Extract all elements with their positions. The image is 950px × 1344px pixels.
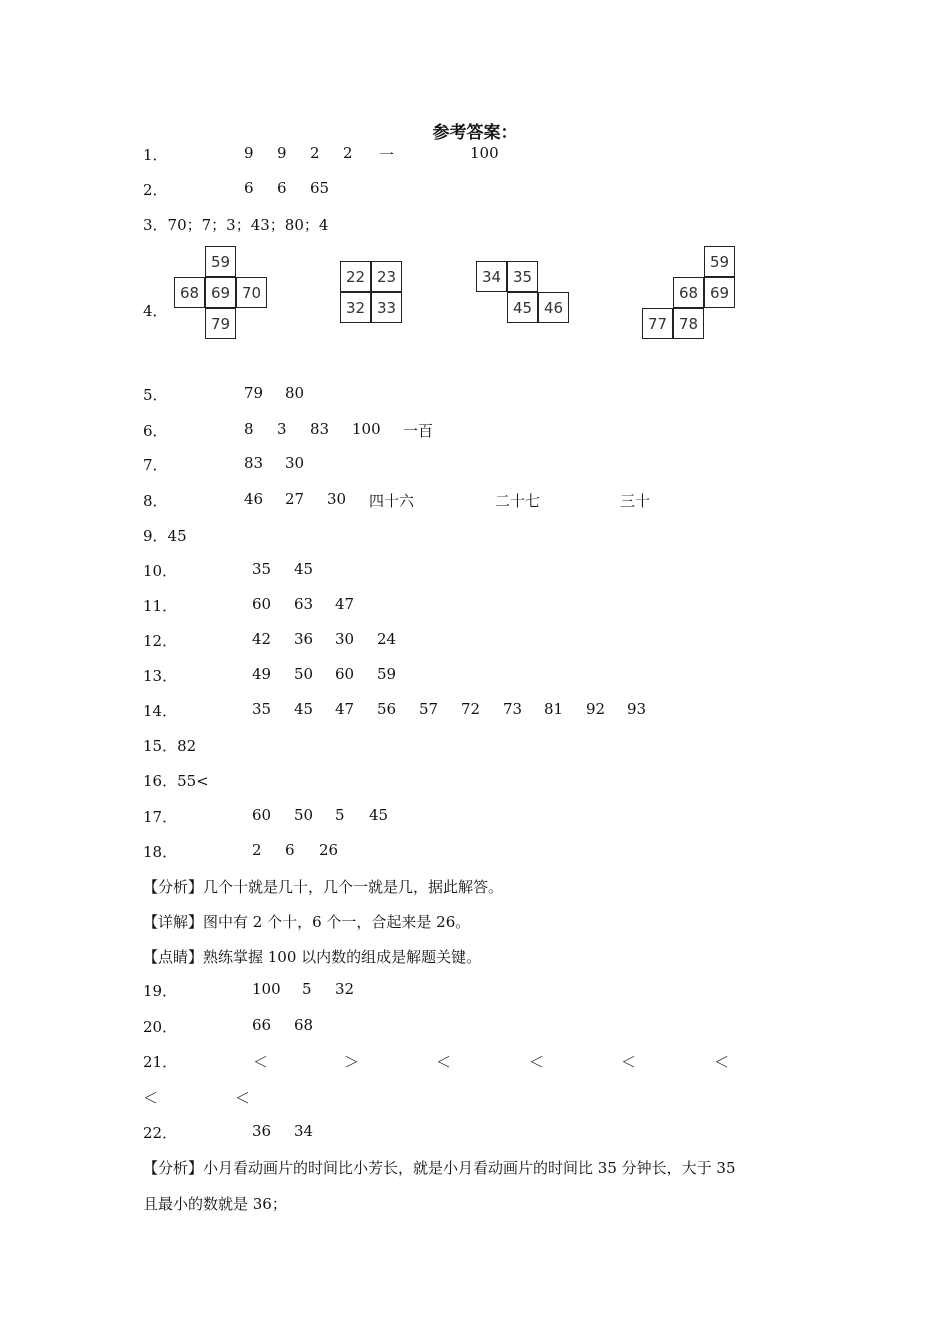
answer-value: 5 <box>335 806 345 824</box>
grid-cell: 23 <box>371 261 402 292</box>
grid-cell: 68 <box>673 277 704 308</box>
answer-value: 50 <box>294 806 314 824</box>
answer-number: 20． <box>143 1018 178 1036</box>
answer-value: 60 <box>252 595 272 613</box>
answer-value: ＜ <box>621 1053 637 1071</box>
answer-value: 9 <box>277 144 287 162</box>
q18-analysis: 【分析】几个十就是几十，几个一就是几，据此解答。 <box>143 878 504 896</box>
answer-value: ＞ <box>344 1053 360 1071</box>
grid-cell: 22 <box>340 261 371 292</box>
answer-value: ＜ <box>143 1089 159 1107</box>
answer-value: 8 <box>244 420 254 438</box>
answer-text: 9．45 <box>143 527 187 545</box>
answer-value: 93 <box>627 700 647 718</box>
grid-cell: 33 <box>371 292 402 323</box>
grid-cell: 59 <box>704 246 735 277</box>
grid-cell: 34 <box>476 261 507 292</box>
answer-value: ＜ <box>235 1089 251 1107</box>
answer-value: 47 <box>335 700 355 718</box>
answer-value: 2 <box>252 841 262 859</box>
grid-cell: 77 <box>642 308 673 339</box>
answer-value: 35 <box>252 700 272 718</box>
answer-number: 17． <box>143 808 178 826</box>
answer-value: 27 <box>285 490 305 508</box>
answer-value: 30 <box>335 630 355 648</box>
answer-number: 8． <box>143 492 168 510</box>
answer-value: 50 <box>294 665 314 683</box>
answer-number: 6． <box>143 422 168 440</box>
answer-value: ＜ <box>714 1053 730 1071</box>
answer-text: 3．70；7；3；43；80；4 <box>143 216 329 234</box>
grid-cell: 78 <box>673 308 704 339</box>
answer-value: 30 <box>285 454 305 472</box>
answer-value: 9 <box>244 144 254 162</box>
answer-value: 79 <box>244 384 264 402</box>
answer-value: 100 <box>352 420 381 438</box>
answer-value: 47 <box>335 595 355 613</box>
page-title: 参考答案： <box>432 123 518 143</box>
answer-value: ＜ <box>253 1053 269 1071</box>
answer-value: 三十 <box>620 492 651 510</box>
answer-value: 45 <box>294 560 314 578</box>
answer-value: 68 <box>294 1016 314 1034</box>
answer-value: 32 <box>335 980 355 998</box>
answer-number: 7． <box>143 456 168 474</box>
answer-number: 1． <box>143 146 168 164</box>
answer-value: 5 <box>302 980 312 998</box>
grid-cell: 68 <box>174 277 205 308</box>
answer-number: 22． <box>143 1124 178 1142</box>
answer-value: 100 <box>252 980 281 998</box>
answer-number: 18． <box>143 843 178 861</box>
answer-value: 45 <box>369 806 389 824</box>
answer-text: 16．55< <box>143 772 209 790</box>
answer-value: 2 <box>343 144 353 162</box>
answer-value: 92 <box>586 700 606 718</box>
answer-number: 5． <box>143 386 168 404</box>
q22-analysis: 【分析】小月看动画片的时间比小芳长，就是小月看动画片的时间比 35 分钟长，大于 35 <box>143 1159 736 1177</box>
answer-value: 35 <box>252 560 272 578</box>
answer-value: 60 <box>335 665 355 683</box>
answer-number: 13． <box>143 667 178 685</box>
answer-number: 14． <box>143 702 178 720</box>
answer-value: 60 <box>252 806 272 824</box>
answer-value: 73 <box>503 700 523 718</box>
answer-value: 42 <box>252 630 272 648</box>
answer-value: 26 <box>319 841 339 859</box>
answer-value: 83 <box>244 454 264 472</box>
answer-number: 19． <box>143 982 178 1000</box>
answer-value: 81 <box>544 700 564 718</box>
answer-value: 36 <box>252 1122 272 1140</box>
answer-value: 63 <box>294 595 314 613</box>
answer-value: 一百 <box>403 422 434 440</box>
answer-value: 30 <box>327 490 347 508</box>
answer-value: 6 <box>285 841 295 859</box>
answer-value: 57 <box>419 700 439 718</box>
grid-cell: 79 <box>205 308 236 339</box>
answer-text: 15．82 <box>143 737 197 755</box>
answer-value: 6 <box>277 179 287 197</box>
grid-cell: 59 <box>205 246 236 277</box>
answer-value: 83 <box>310 420 330 438</box>
grid-cell: 69 <box>205 277 236 308</box>
grid-cell: 46 <box>538 292 569 323</box>
answer-value: 100 <box>470 144 499 162</box>
answer-value: 24 <box>377 630 397 648</box>
answer-value: ＜ <box>529 1053 545 1071</box>
answer-value: 72 <box>461 700 481 718</box>
answer-value: 34 <box>294 1122 314 1140</box>
grid-cell: 32 <box>340 292 371 323</box>
grid-cell: 45 <box>507 292 538 323</box>
answer-value: 66 <box>252 1016 272 1034</box>
answer-value: 65 <box>310 179 330 197</box>
answer-value: 80 <box>285 384 305 402</box>
answer-value: ＜ <box>436 1053 452 1071</box>
grid-cell: 69 <box>704 277 735 308</box>
answer-value: 一 <box>379 146 395 164</box>
grid-cell: 35 <box>507 261 538 292</box>
answer-value: 36 <box>294 630 314 648</box>
grid-cell: 70 <box>236 277 267 308</box>
answer-number: 10． <box>143 562 178 580</box>
answer-value: 6 <box>244 179 254 197</box>
answer-value: 四十六 <box>369 492 415 510</box>
answer-number: 4． <box>143 302 168 320</box>
q18-detail: 【详解】图中有 2 个十，6 个一，合起来是 26。 <box>143 913 471 931</box>
answer-value: 46 <box>244 490 264 508</box>
answer-value: 二十七 <box>495 492 541 510</box>
answer-number: 11． <box>143 597 178 615</box>
answer-value: 56 <box>377 700 397 718</box>
answer-number: 12． <box>143 632 178 650</box>
answer-number: 2． <box>143 181 168 199</box>
q22-analysis-continued: 且最小的数就是 36； <box>143 1195 287 1213</box>
answer-value: 49 <box>252 665 272 683</box>
answer-value: 3 <box>277 420 287 438</box>
q18-tip: 【点睛】熟练掌握 100 以内数的组成是解题关键。 <box>143 948 482 966</box>
answer-value: 45 <box>294 700 314 718</box>
answer-value: 2 <box>310 144 320 162</box>
answer-number: 21． <box>143 1053 178 1071</box>
answer-value: 59 <box>377 665 397 683</box>
